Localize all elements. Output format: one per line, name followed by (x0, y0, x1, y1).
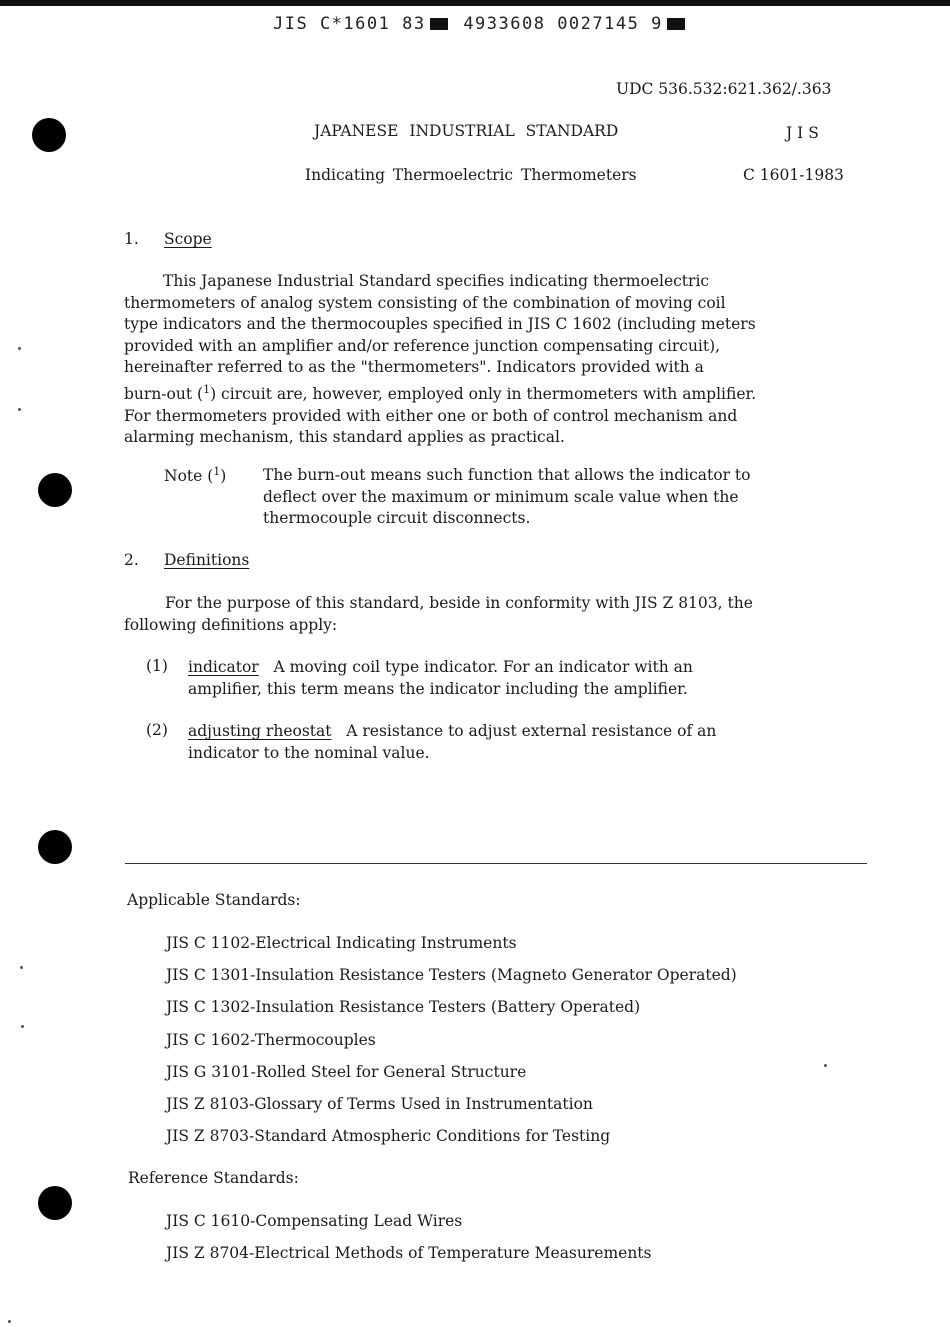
section-1-title: Scope (164, 230, 212, 248)
scan-speck (21, 1025, 24, 1028)
reference-item: JIS C 1610-Compensating Lead Wires (166, 1212, 463, 1230)
definition-line: indicator to the nominal value. (188, 743, 430, 762)
stamp-block-icon (430, 18, 448, 30)
stamp-block-icon (667, 18, 685, 30)
definitions-intro (124, 593, 753, 636)
intro-line: following definitions apply: (124, 615, 338, 634)
section-2-number: 2. (124, 551, 139, 569)
note-text (263, 465, 751, 530)
punch-hole (32, 118, 66, 152)
punch-hole (38, 473, 72, 507)
scan-speck (824, 1064, 827, 1067)
applicable-item: JIS C 1602-Thermocouples (166, 1031, 376, 1049)
applicable-item: JIS Z 8103-Glossary of Terms Used in Instrumentation (166, 1095, 593, 1113)
top-edge-bar (0, 0, 950, 6)
horizontal-divider (125, 863, 867, 864)
note-line: deflect over the maximum or minimum scale value when the (263, 487, 739, 506)
scope-line: type indicators and the thermocouples specified in JIS C 1602 (including meters (124, 315, 756, 334)
applicable-item: JIS Z 8703-Standard Atmospheric Conditions for Testing (166, 1127, 611, 1145)
scope-line: thermometers of analog system consisting of the combination of moving coil (124, 293, 726, 312)
scan-speck (18, 347, 21, 350)
scope-line-post: ) circuit are, however, employed only in thermometers with amplifier. (210, 384, 757, 403)
definition-text: A resistance to adjust external resistance of an (346, 722, 717, 740)
reference-heading: Reference Standards: (128, 1169, 299, 1187)
scope-line: alarming mechanism, this standard applies as practical. (124, 428, 565, 447)
scope-line: This Japanese Industrial Standard specifies indicating thermoelectric (163, 272, 710, 290)
definition-line: amplifier, this term means the indicator including the amplifier. (188, 679, 688, 698)
applicable-item: JIS C 1301-Insulation Resistance Testers (Magneto Generator Operated) (166, 966, 737, 984)
jis-mark: J I S (786, 124, 819, 142)
applicable-item: JIS C 1302-Insulation Resistance Testers (Battery Operated) (166, 998, 641, 1016)
note-label-text: Note ( (164, 467, 214, 485)
scope-line-pre: burn-out ( (124, 384, 204, 403)
definition-text: A moving coil type indicator. For an indicator with an (273, 658, 693, 676)
definition-line (188, 721, 716, 743)
stamp-left-text: JIS C*1601 83 (273, 14, 426, 34)
org-title: JAPANESE INDUSTRIAL STANDARD (314, 122, 619, 140)
scope-paragraph (124, 271, 756, 449)
note-close: ) (220, 467, 227, 485)
reference-item: JIS Z 8704-Electrical Methods of Temperature Measurements (166, 1244, 652, 1262)
definition-line (188, 657, 693, 679)
scan-speck (8, 1320, 11, 1323)
scan-speck (20, 966, 23, 969)
scan-stamp (273, 14, 689, 34)
note-line: thermocouple circuit disconnects. (263, 509, 531, 528)
footnote-marker: 1 (203, 382, 211, 396)
scan-speck (18, 408, 21, 411)
scope-line: For thermometers provided with either one or both of control mechanism and (124, 406, 738, 425)
definition-2-number: (2) (146, 721, 168, 739)
section-1-number: 1. (124, 230, 139, 248)
intro-line: For the purpose of this standard, beside in conformity with JIS Z 8103, the (165, 594, 753, 612)
scope-line: provided with an amplifier and/or reference junction compensating circuit), (124, 336, 721, 355)
scope-line (124, 379, 756, 406)
definition-1-number: (1) (146, 657, 168, 675)
standard-title: Indicating Thermoelectric Thermometers (305, 166, 637, 184)
definition-term: adjusting rheostat (188, 722, 332, 740)
scope-line: hereinafter referred to as the "thermometers". Indicators provided with a (124, 358, 704, 377)
note-label (164, 465, 226, 485)
section-2-title: Definitions (164, 551, 250, 569)
udc-code: UDC 536.532:621.362/.363 (616, 80, 832, 98)
standard-code: C 1601-1983 (743, 166, 844, 184)
note-line: The burn-out means such function that allows the indicator to (263, 466, 751, 484)
applicable-item: JIS C 1102-Electrical Indicating Instruments (166, 934, 517, 952)
applicable-item: JIS G 3101-Rolled Steel for General Structure (166, 1063, 527, 1081)
definition-1 (188, 657, 693, 700)
stamp-right-text: 4933608 0027145 9 (463, 14, 663, 34)
note-marker: 1 (213, 465, 221, 478)
applicable-heading: Applicable Standards: (127, 891, 301, 909)
definition-term: indicator (188, 658, 259, 676)
punch-hole (38, 830, 72, 864)
definition-2 (188, 721, 716, 764)
punch-hole (38, 1186, 72, 1220)
